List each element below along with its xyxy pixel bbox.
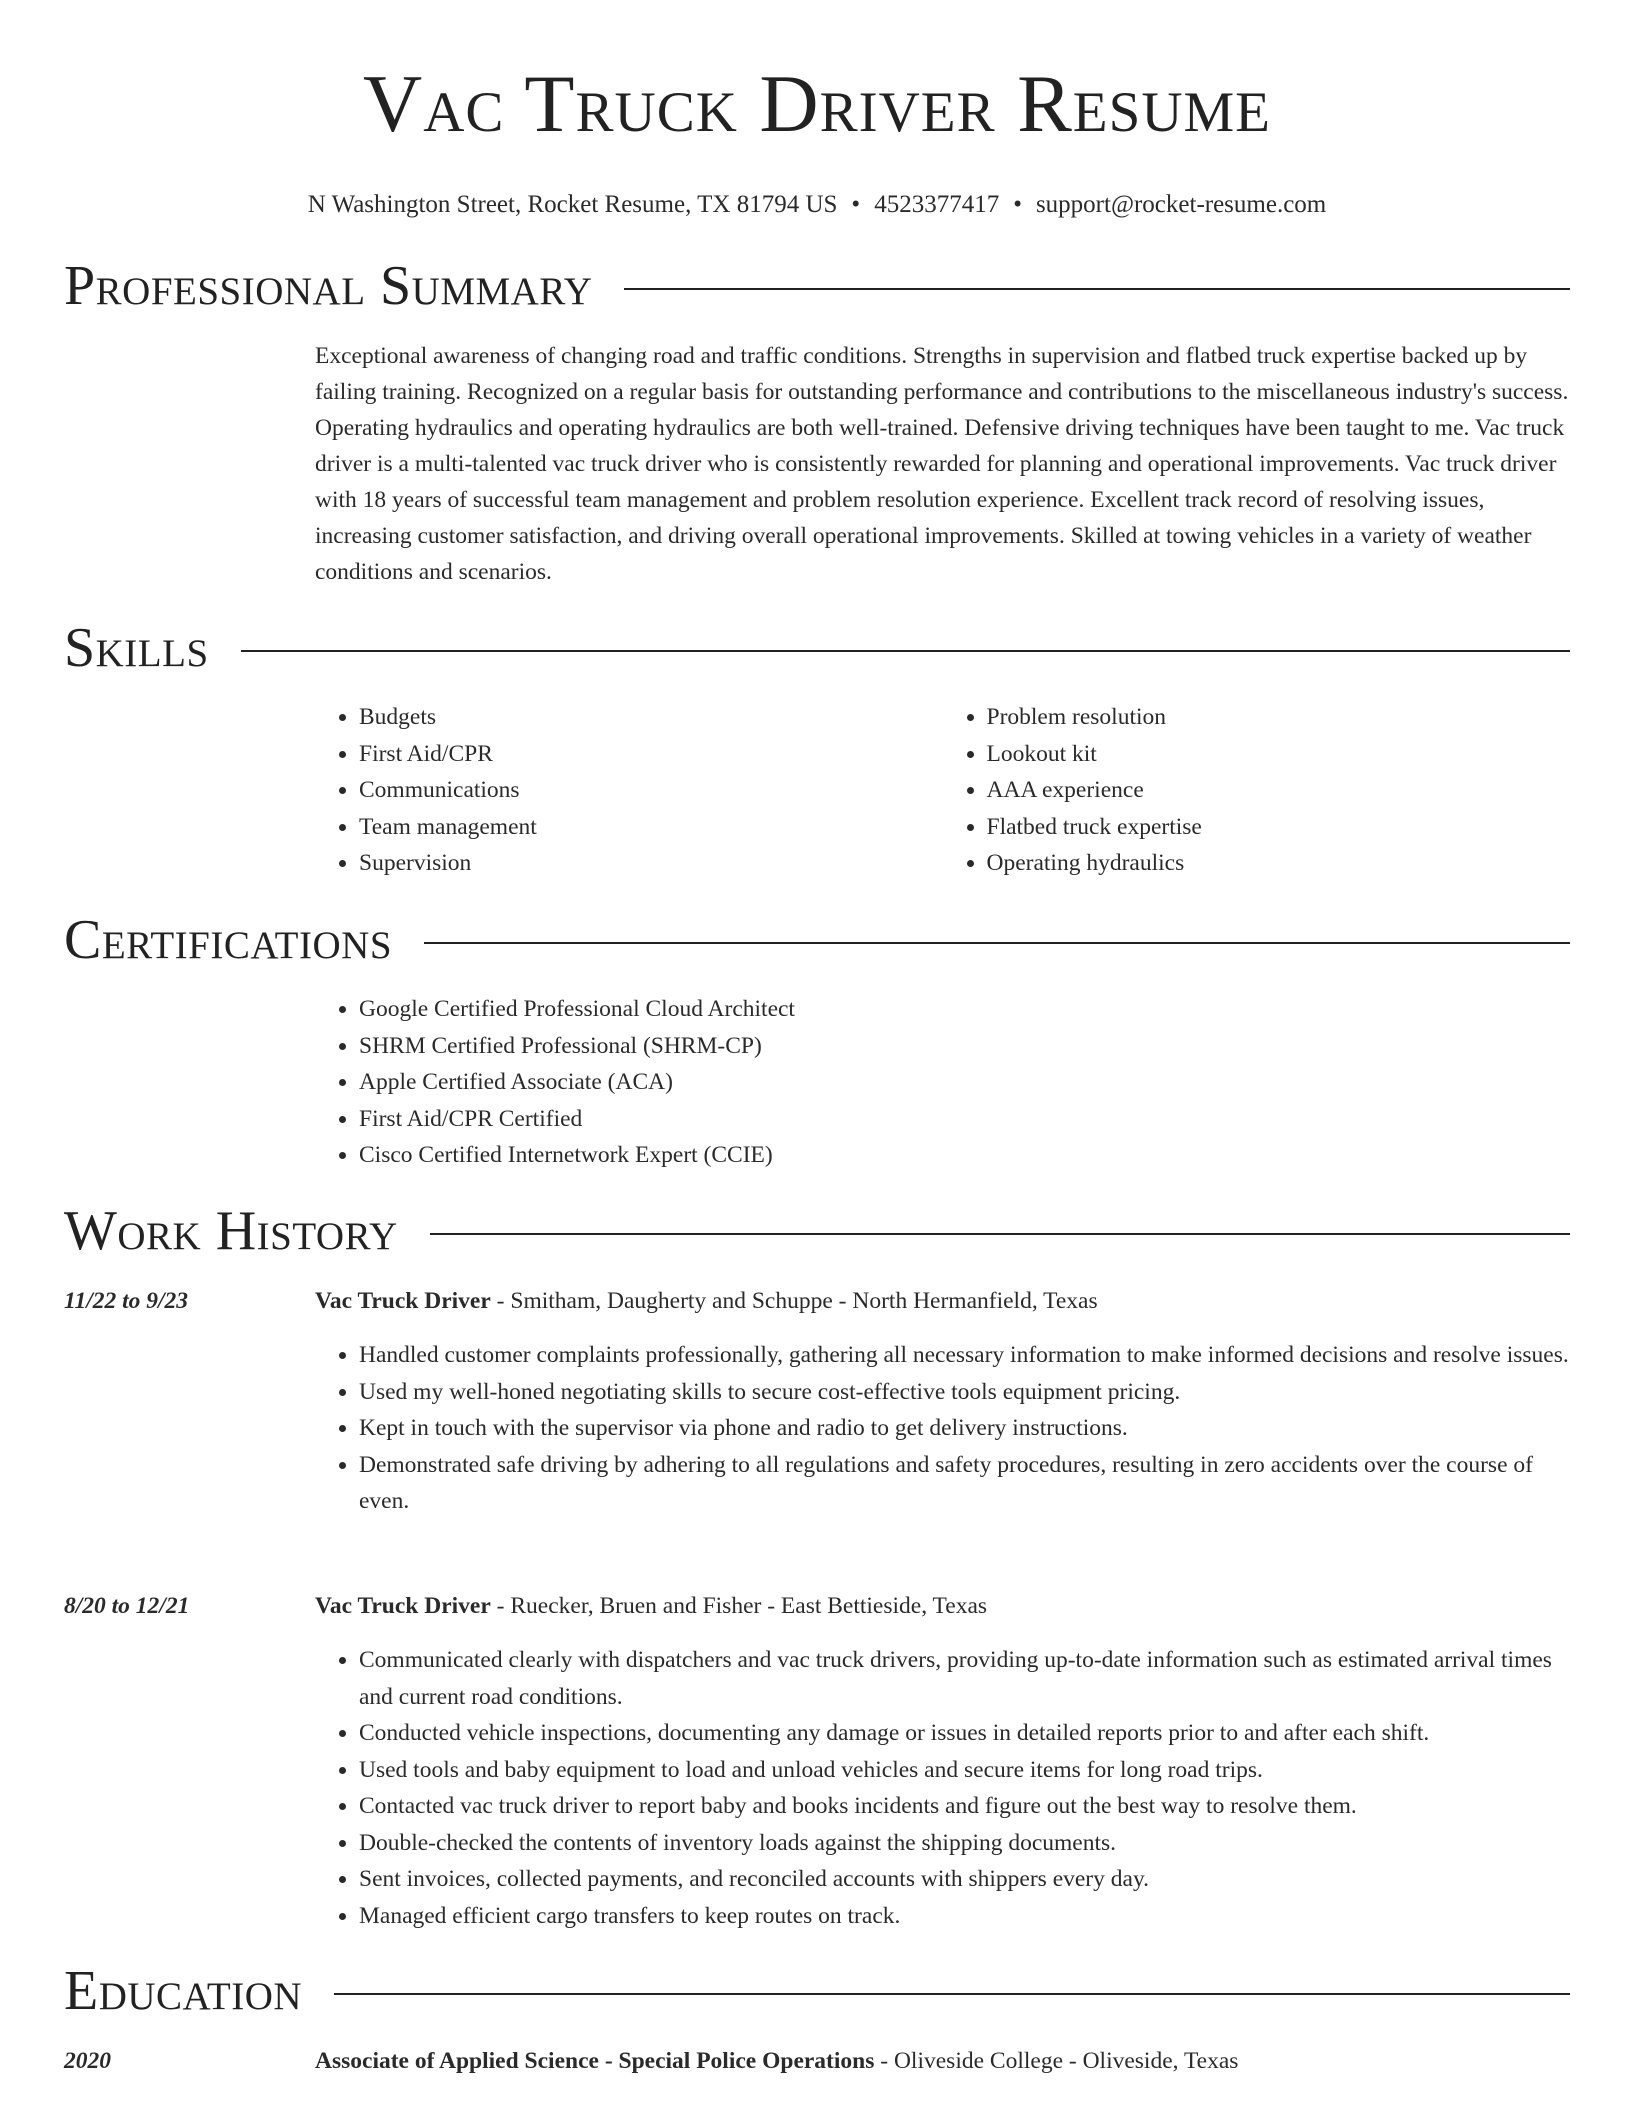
summary-text: Exceptional awareness of changing road and traffic conditions. Strengths in supervision and flatbed truck expertise backed up by failing training. Recognized on a regular basis for outstanding performance and contributions to the miscellaneous industry's success. Operating hydraulics and operating hydraulics are both well-trained. Defensive driving techniques have been taught to me. Vac truck driver is a multi-talented vac truck driver who is consistently rewarded for planning and operational improvements. Vac truck driver with 18 years of successful team management and problem resolution experience. Excellent track record of resolving issues, increasing customer satisfaction, and driving overall operational improvements. Skilled at towing vehicles in a variety of weather conditions and scenarios. [315,343,1569,585]
section-header-work-history [64,1201,1570,1261]
skills-column-right [943,699,1571,882]
job-title: Vac Truck Driver [315,1593,491,1619]
resume-title: Vac Truck Driver Resume [363,58,1271,149]
skill-item: • Lookout kit [987,736,1571,773]
job-employer-location: - Ruecker, Bruen and Fisher - East Bettieside, Texas [490,1593,988,1619]
education-school: - Oliveside College - Oliveside, Texas [874,2048,1239,2074]
section-divider [624,288,1570,290]
job-heading [315,1283,1098,1319]
job-bullet: • Communicated clearly with dispatchers and vac truck drivers, providing up-to-date information such as estimated arrival times and current road conditions. [359,1642,1570,1715]
skill-item: • Budgets [359,699,943,736]
skill-item: • Communications [359,772,943,809]
certification-item: • Google Certified Professional Cloud Architect [359,991,1570,1028]
job-bullet: • Used tools and baby equipment to load and unload vehicles and secure items for long road trips. [359,1752,1570,1789]
education-year: 2020 [64,2048,111,2074]
certification-item: • SHRM Certified Professional (SHRM-CP) [359,1028,1570,1065]
job-bullet: • Contacted vac truck driver to report baby and books incidents and figure out the best way to resolve them. [359,1788,1570,1825]
certification-item: • First Aid/CPR Certified [359,1101,1570,1138]
section-divider [430,1233,1570,1235]
contact-separator: • [1013,191,1022,218]
skill-item: • Problem resolution [987,699,1571,736]
skill-item: • AAA experience [987,772,1571,809]
resume-page [64,0,1570,2074]
certification-item: • Cisco Certified Internetwork Expert (CCIE) [359,1137,1570,1174]
job-bullet-list [315,1337,1570,1520]
section-title-skills: Skills [64,617,209,679]
skills-list [315,699,1570,882]
section-header-skills [64,618,1570,678]
section-divider [241,650,1570,652]
skill-item: • Team management [359,809,943,846]
contact-line [64,190,1570,220]
certification-item: • Apple Certified Associate (ACA) [359,1064,1570,1101]
section-header-education [64,1961,1570,2021]
section-title-summary: Professional Summary [64,255,593,317]
skill-item: • Operating hydraulics [987,845,1571,882]
section-header-summary [64,256,1570,316]
job-bullets [315,1642,1570,1934]
education-degree: Associate of Applied Science - Special Police Operations [315,2048,875,2074]
job-bullet-list [315,1642,1570,1934]
job-employer-location: - Smitham, Daugherty and Schuppe - North Hermanfield, Texas [490,1288,1098,1314]
section-title-certifications: Certifications [64,909,393,971]
skill-item: • Supervision [359,845,943,882]
address: N Washington Street, Rocket Resume, TX 81794 US [307,191,838,218]
job-bullets [315,1337,1570,1520]
job-bullet: • Sent invoices, collected payments, and reconciled accounts with shippers every day. [359,1861,1570,1898]
job-bullet: • Double-checked the contents of inventory loads against the shipping documents. [359,1825,1570,1862]
skill-item: • First Aid/CPR [359,736,943,773]
section-header-certifications [64,910,1570,970]
job-bullet: • Used my well-honed negotiating skills to secure cost-effective tools equipment pricing. [359,1374,1570,1411]
education-heading [315,2043,1238,2079]
section-divider [424,942,1570,944]
job-bullet: • Managed efficient cargo transfers to keep routes on track. [359,1898,1570,1935]
section-title-education: Education [64,1960,303,2022]
email: support@rocket-resume.com [1035,191,1327,218]
skill-item: • Flatbed truck expertise [987,809,1571,846]
section-divider [334,1993,1570,1995]
job-title: Vac Truck Driver [315,1288,491,1314]
job-bullet: • Conducted vehicle inspections, documenting any damage or issues in detailed reports prior to and after each shift. [359,1715,1570,1752]
job-bullet: • Demonstrated safe driving by adhering to all regulations and safety procedures, resulting in zero accidents over the course of even. [359,1447,1570,1520]
skills-column-left [315,699,943,882]
job-bullet: • Handled customer complaints professionally, gathering all necessary information to make informed decisions and resolve issues. [359,1337,1570,1374]
contact-separator: • [851,191,861,218]
phone: 4523377417 [874,191,1000,218]
job-heading [315,1588,987,1624]
certifications-list [315,991,1570,1174]
section-title-work-history: Work History [64,1200,398,1262]
certifications-column [315,991,1570,1174]
job-dates: 8/20 to 12/21 [64,1593,190,1619]
job-bullet: • Kept in touch with the supervisor via phone and radio to get delivery instructions. [359,1410,1570,1447]
job-dates: 11/22 to 9/23 [64,1288,189,1314]
